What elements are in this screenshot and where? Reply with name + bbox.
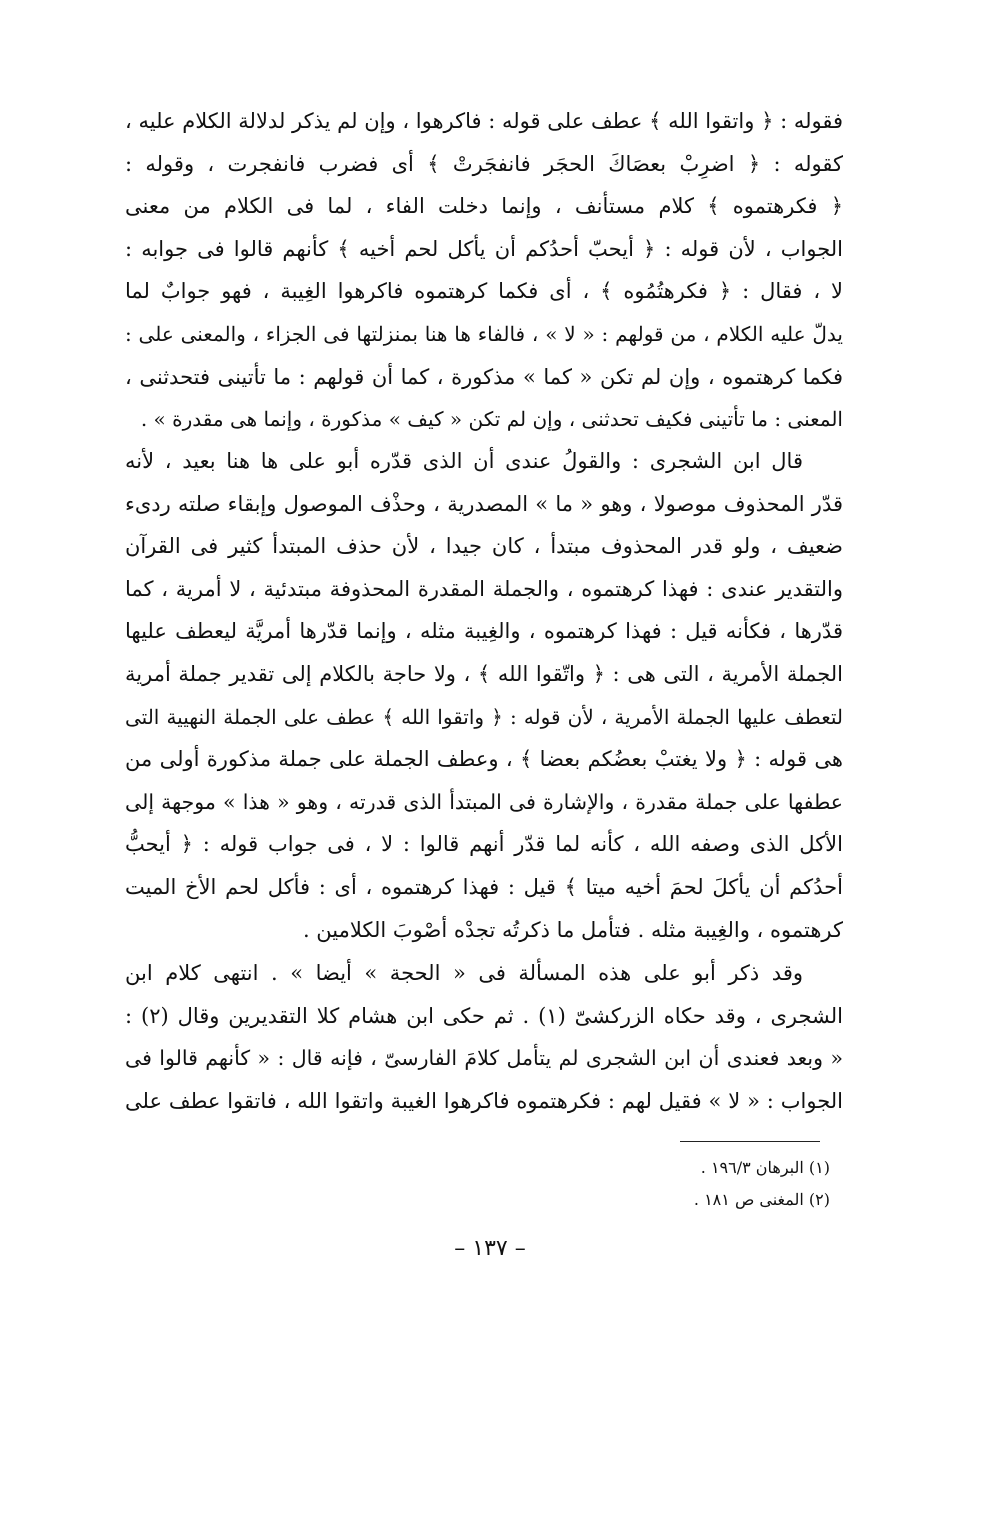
text-line: الشجرى ، وقد حكاه الزركشىّ (١) . ثم حكى ابن هشام كلا التقديرين وقال (٢) : — [125, 1003, 843, 1028]
text-line: فقوله : ﴿ واتقوا الله ﴾ عطف على قوله : فاكرهوا ، وإن لم يذكر لدلالة الكلام عليه ، — [125, 109, 843, 133]
text-line: قال ابن الشجرى : والقولُ عندى أن الذى قدّره أبو على ها هنا بعيد ، لأنه — [125, 449, 803, 473]
paragraph-1 — [125, 100, 843, 441]
text-line: لتعطف عليها الجملة الأمرية ، لأن قوله : ﴿ واتقوا الله ﴾ عطف على الجملة النهيية التى — [125, 704, 843, 729]
text-line: كرهتموه ، والغِيبة مثله . فتأمل ما ذكرتُه تجدْه أصْوبَ الكلامين . — [302, 917, 843, 942]
text-line: ﴿ فكرهتموه ﴾ كلام مستأنف ، وإنما دخلت الفاء ، لما فى الكلام من معنى — [125, 194, 843, 219]
text-line: قدّر المحذوف موصولا ، وهو « ما » المصدرية ، وحذْف الموصول وإبقاء صلته ردىء — [125, 491, 843, 516]
text-line: المعنى : ما تأتينى فكيف تحدثنى ، وإن لم تكن « كيف » مذكورة ، وإنما هى مقدرة » . — [140, 407, 843, 432]
footnote-2: (٢) المغنى ص ١٨١ . — [693, 1190, 830, 1209]
text-line: قدّرها ، فكأنه قيل : فهذا كرهتموه ، والغِيبة مثله ، وإنما قدّرها أمريَّة ليعطف عليها — [125, 619, 843, 644]
footnotes — [500, 1152, 830, 1216]
text-line: عطفها على جملة مقدرة ، والإشارة فى المبتدأ الذى قدرته ، وهو « هذا » موجهة إلى — [125, 789, 843, 814]
text-line: والتقدير عندى : فهذا كرهتموه ، والجملة المقدرة المحذوفة مبتدئية ، لا أمرية ، كما — [125, 576, 843, 601]
paragraph-2 — [125, 440, 843, 951]
text-line: الجملة الأمرية ، التى هى : ﴿ واتّقوا الله ﴾ ، ولا حاجة بالكلام إلى تقدير جملة أمرية — [125, 661, 843, 686]
page-number: – ١٣٧ – — [454, 1236, 526, 1261]
text-line: الأكل الذى وصفه الله ، كأنه لما قدّر أنهم قالوا : لا ، فى جواب قوله : ﴿ أيحبُّ — [125, 832, 843, 857]
text-line: فكما كرهتموه ، وإن لم تكن « كما » مذكورة ، كما أن قولهم : ما تأتينى فتحدثنى ، — [125, 364, 843, 389]
text-line: الجواب ، لأن قوله : ﴿ أيحبّ أحدُكم أن يأكل لحم أخيه ﴾ كأنهم قالوا فى جوابه : — [125, 236, 843, 261]
text-line: أحدُكم أن يأكلَ لحمَ أخيه ميتا ﴾ قيل : فهذا كرهتموه ، أى : فأكل لحم الأخ الميت — [125, 874, 843, 899]
paragraph-3 — [125, 952, 843, 1122]
text-line: « وبعد فعندى أن ابن الشجرى لم يتأمل كلامَ الفارسىّ ، فإنه قال : « كأنهم قالوا فى — [125, 1046, 843, 1071]
footnote-1: (١) البرهان ١٩٦/٣ . — [700, 1158, 830, 1177]
text-line: ضعيف ، ولو قدر المحذوف مبتدأ ، كان جيدا ، لأن حذف المبتدأ كثير فى القرآن — [125, 534, 843, 559]
text-line: كقوله : ﴿ اضرِبْ بعصَاكَ الحجَر فانفجَرتْ ﴾ أى فضرب فانفجرت ، وقوله : — [125, 151, 843, 176]
text-line: لا ، فقال : ﴿ فكرهتُمُوه ﴾ ، أى فكما كرهتموه فاكرهوا الغِيبة ، فهو جوابٌ لما — [125, 279, 843, 304]
text-line: الجواب : « لا » فقيل لهم : فكرهتموه فاكرهوا الغيبة واتقوا الله ، فاتقوا عطف على — [125, 1088, 843, 1113]
text-line: يدلّ عليه الكلام ، من قولهم : « لا » ، فالفاء ها هنا بمنزلتها فى الجزاء ، والمعنى على : — [125, 321, 843, 346]
text-line: وقد ذكر أبو على هذه المسألة فى « الحجة » أيضا » . انتهى كلام ابن — [125, 961, 803, 985]
text-line: هى قوله : ﴿ ولا يغتبْ بعضُكم بعضا ﴾ ، وعطف الجملة على جملة مذكورة أولى من — [125, 747, 843, 772]
footnote-divider — [680, 1141, 820, 1142]
